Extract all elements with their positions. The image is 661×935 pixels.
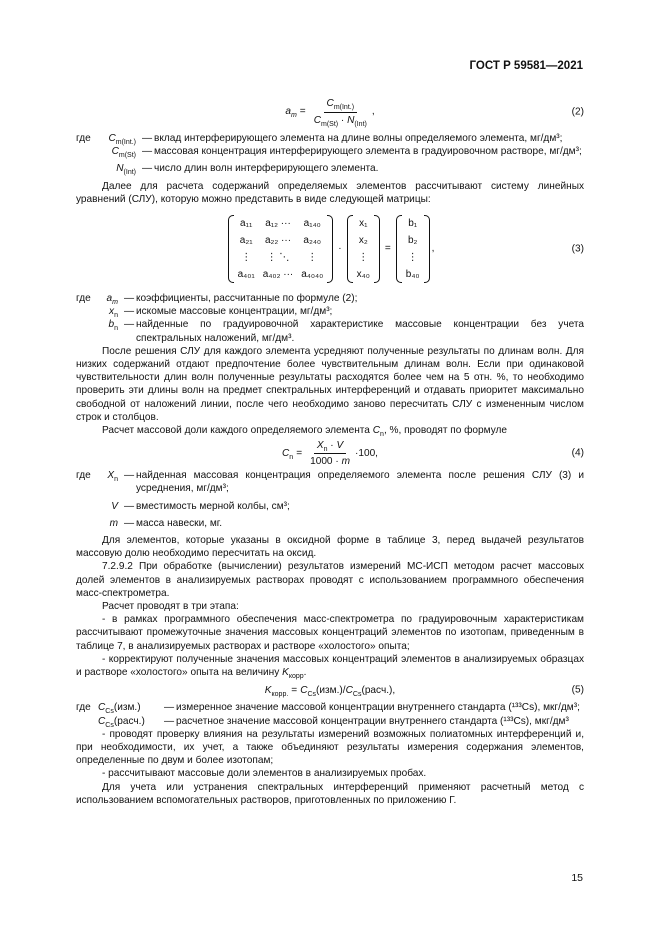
- where-symbol: X: [107, 470, 115, 482]
- matrix-cell: ⋮: [241, 251, 252, 263]
- matrix-cell: a₄₀₁: [237, 268, 255, 280]
- paragraph-7292: 7.2.9.2 При обработке (вычислении) результатов измерений МС-ИСП методом расчет массовых долей элементов в анализируемых растворах проводят с использованием программного обеспечения масс-спектрометра.: [76, 561, 584, 599]
- where-symbol: C: [98, 702, 106, 714]
- formula-tail: ,: [371, 106, 375, 118]
- where-subscript: m(Int.): [115, 139, 136, 147]
- stage-1: - в рамках программного обеспечения масс-спектрометра по градуировочным характеристикам рассчитывают промежуточные значения массовых концентраций элементов по изотопам, приведенным в таблице 7, в анализируемых растворах и растворе «холостого» опыта;: [76, 614, 584, 652]
- where-item: [76, 701, 584, 714]
- vector-cell: b₄₀: [405, 268, 420, 280]
- equals-sign: =: [296, 447, 303, 459]
- where-subscript: Cs: [105, 721, 114, 729]
- denominator-subscript: m(St): [321, 120, 339, 128]
- numerator-symbol: C: [326, 98, 334, 110]
- where-symbol: C: [108, 133, 116, 144]
- paragraph-stages: Расчет проводят в три этапа:: [102, 601, 239, 613]
- formula-symbol: C: [345, 684, 353, 696]
- formula-symbol: C: [300, 684, 308, 696]
- formula-5: [76, 679, 584, 701]
- where-subscript: Cs: [105, 708, 114, 716]
- matrix-cell: a₁₄₀: [303, 217, 321, 229]
- dash: —: [163, 715, 175, 727]
- vector-cell: b₂: [407, 234, 418, 246]
- dash: —: [163, 702, 175, 714]
- inline-subscript: n: [380, 431, 384, 439]
- text-run: .: [303, 667, 307, 679]
- fraction: [307, 439, 353, 468]
- dash: —: [123, 517, 135, 529]
- where-text: найденная массовая концентрация определяемого элемента после решения СЛУ (3) и усреднения, мг/дм³;: [136, 470, 584, 495]
- where-symbol: N: [116, 163, 124, 175]
- multiply-dot: ·: [338, 243, 342, 255]
- denominator-subscript: (Int): [354, 120, 367, 128]
- where-item: [76, 162, 584, 175]
- equals-sign: =: [299, 106, 306, 118]
- dash: —: [141, 163, 153, 175]
- unknowns-vector: [347, 215, 380, 283]
- matrix-cell: ⋮: [307, 251, 318, 263]
- denominator-symbol: N: [347, 114, 355, 126]
- dash: —: [141, 133, 153, 144]
- formula-3-matrix: [76, 210, 584, 288]
- where-text: массовая концентрация интерферирующего элемента в градуировочном растворе, мг/дм³;: [154, 146, 582, 158]
- equals-sign: =: [291, 684, 298, 696]
- stage-3: - проводят проверку влияния на результаты измерений возможных полиатомных интерференций и, при необходимости, их учет, а также объединяют результаты измерения содержания элементов, определенные по двум и более изотопам;: [76, 728, 584, 767]
- matrix-cell: a₄₀₂ ···: [262, 268, 294, 280]
- where-subscript: n: [114, 312, 118, 320]
- fraction: [311, 97, 370, 126]
- where-item: [76, 145, 584, 158]
- matrix-cell: a₁₁: [240, 217, 253, 229]
- matrix-cell: a₂₁: [239, 234, 253, 246]
- vector-cell: ⋮: [407, 251, 418, 263]
- paragraph-oxide: Для элементов, которые указаны в оксидной форме в таблице 3, перед выдачей результатов массовую долю необходимо пересчитать на оксид.: [76, 535, 584, 560]
- dash: —: [123, 319, 135, 331]
- where-text: найденные по градуировочной характеристике массовые концентрации без учета спектральных наложений, мг/дм³.: [136, 319, 584, 344]
- where-symbol-tail: (расч.): [113, 715, 145, 727]
- stage-4: - рассчитывают массовые доли элементов в анализируемых пробах.: [102, 768, 427, 780]
- formula-number: (3): [571, 243, 584, 255]
- numerator-symbol: X: [316, 439, 324, 451]
- formula-4: [76, 437, 584, 469]
- where-text: коэффициенты, рассчитанные по формуле (2);: [136, 293, 358, 305]
- where-symbol: m: [109, 517, 118, 529]
- matrix-cell: a₂₄₀: [303, 234, 322, 246]
- where-symbol: x: [109, 306, 115, 318]
- dash: —: [123, 293, 135, 305]
- text-run: - корректируют полученные значения массовых концентраций элементов в анализируемых образцах и растворе «холостого» опыта на величину: [76, 653, 584, 679]
- inline-symbol: C: [372, 425, 381, 437]
- standard-number: ГОСТ Р 59581—2021: [469, 60, 583, 72]
- where-subscript: (Int): [123, 169, 136, 177]
- stage-2: [76, 653, 584, 679]
- where-prefix: где: [76, 470, 91, 482]
- dash: —: [141, 146, 153, 158]
- formula-symbol: K: [264, 684, 272, 696]
- where-text: искомые массовые концентрации, мг/дм³;: [136, 306, 333, 318]
- where-text: вместимость мерной колбы, см³;: [136, 500, 290, 512]
- numerator-subscript: m(Int.): [333, 104, 355, 112]
- where-symbol: V: [111, 500, 118, 512]
- formula-symbol: C: [281, 447, 290, 459]
- where-prefix: где: [76, 702, 91, 714]
- vector-cell: x₁: [359, 217, 368, 229]
- matrix-cell: ⋮ ⋱: [266, 251, 290, 263]
- numerator-subscript: n: [323, 445, 328, 453]
- where-text: масса навески, мг.: [136, 517, 223, 529]
- formula-number: (2): [571, 106, 584, 118]
- where-symbol: C: [98, 715, 106, 727]
- where-item: [76, 292, 584, 305]
- multiply-dot: ·: [330, 439, 334, 451]
- where-item: [76, 318, 584, 344]
- dash: —: [123, 500, 135, 512]
- denominator-symbol: m: [341, 455, 350, 467]
- matrix-cell: a₁₂ ···: [265, 217, 291, 229]
- dash: —: [123, 470, 135, 482]
- where-symbol: C: [111, 146, 119, 158]
- matrix-cell: a₄₀₄₀: [301, 268, 324, 280]
- where-symbol-tail: (изм.): [113, 702, 141, 714]
- formula-subscript: Cs: [307, 690, 317, 698]
- denominator-symbol: C: [313, 114, 321, 126]
- equals-sign: =: [384, 243, 391, 255]
- formula-symbol: a: [285, 106, 291, 118]
- where-subscript: m: [112, 299, 118, 307]
- where-text: вклад интерферирующего элемента на длине волны определяемого элемента, мг/дм³;: [154, 133, 563, 144]
- coefficient-matrix: [228, 215, 334, 283]
- where-item: [76, 132, 584, 145]
- rhs-vector: [396, 215, 430, 283]
- where-item: [76, 305, 584, 318]
- dash: —: [123, 306, 135, 318]
- formula-number: (4): [571, 447, 584, 459]
- where-subscript: n: [114, 325, 118, 333]
- formula-subscript: n: [289, 453, 294, 461]
- where-item: [76, 715, 584, 728]
- formula-2: [76, 96, 584, 128]
- denominator-number: 1000: [310, 455, 333, 467]
- where-subscript: m(St): [118, 152, 136, 160]
- where-item: [76, 517, 584, 530]
- multiply-dot: ·: [340, 114, 345, 126]
- vector-cell: ⋮: [358, 251, 369, 263]
- formula-number: (5): [571, 684, 584, 696]
- text-run: Расчет массовой доли каждого определяемого элемента: [102, 425, 373, 437]
- formula-tail: ,: [431, 243, 435, 255]
- multiply-dot: ·: [335, 455, 339, 467]
- paragraph-calc: [76, 424, 584, 437]
- where-text: измеренное значение массовой концентрации внутреннего стандарта (¹³³Cs), мкг/дм³;: [176, 702, 580, 714]
- formula-text: (изм.)/: [316, 684, 346, 696]
- text-run: , %, проводят по формуле: [383, 425, 508, 437]
- formula-subscript: m: [290, 112, 297, 120]
- vector-cell: b₁: [408, 217, 418, 229]
- formula-subscript: корр.: [271, 690, 289, 698]
- page-content: [76, 96, 584, 807]
- formula-subscript: Cs: [352, 690, 362, 698]
- where-item: [76, 469, 584, 495]
- vector-cell: x₄₀: [356, 268, 370, 280]
- formula-tail: ·100,: [354, 447, 378, 459]
- inline-subscript: корр: [288, 673, 304, 681]
- where-text: расчетное значение массовой концентрации внутреннего стандарта (¹³³Cs), мкг/дм³: [176, 715, 569, 727]
- paragraph-final: Для учета или устранения спектральных интерференций применяют расчетный метод с использованием вспомогательных растворов, приготовленных по приложению Г.: [76, 781, 584, 806]
- matrix-cell: a₂₂ ···: [264, 234, 292, 246]
- where-symbol: a: [106, 293, 113, 305]
- inline-symbol: K: [282, 667, 289, 679]
- paragraph-slu: Далее для расчета содержаний определяемых элементов рассчитывают систему линейных уравнений (СЛУ), которую можно представить в виде следующей матрицы:: [76, 180, 584, 205]
- paragraph-after-slu: После решения СЛУ для каждого элемента усредняют полученные результаты по длинам волн. Для низких содержаний отдают предпочтение более чувствительным длинам волн. Если при одинаковой чувствительности длин волн полученные результаты расходятся более чем на 5 отн. %, то необходимо проверить эти длины волн на предмет спектральных интерференций и отдавать приоритет максимально свободной от наложений линии, после чего необходимо заново пересчитать СЛУ с измененным числом строк и столбцов.: [76, 345, 584, 423]
- where-item: [76, 500, 584, 513]
- numerator-symbol: V: [336, 439, 344, 451]
- formula-text: (расч.),: [361, 684, 396, 696]
- where-subscript: n: [114, 476, 118, 484]
- where-prefix: где: [76, 133, 91, 144]
- vector-cell: x₂: [358, 234, 368, 246]
- where-text: число длин волн интерферирующего элемента.: [154, 163, 379, 175]
- where-symbol: b: [108, 319, 115, 331]
- where-prefix: где: [76, 293, 91, 305]
- page-number: 15: [571, 872, 583, 884]
